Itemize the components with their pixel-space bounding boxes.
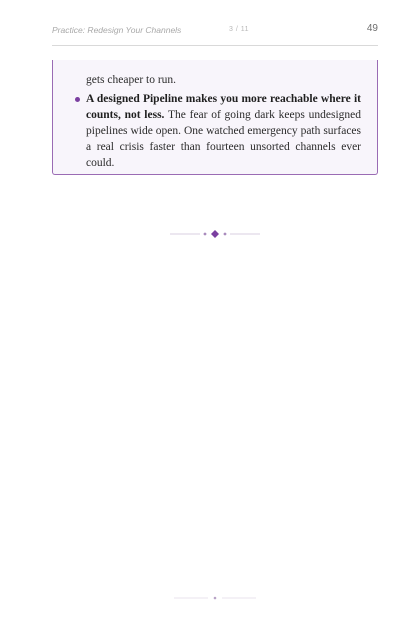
dot-ornament-icon	[174, 594, 256, 602]
chapter-title: Practice: Redesign Your Channels	[52, 25, 182, 35]
continuation-text: gets cheaper to run.	[86, 74, 177, 86]
section-progress: 3 / 11	[229, 26, 249, 33]
callout-content	[86, 72, 361, 171]
bullet-dot-icon	[75, 97, 80, 102]
bullet-item	[86, 91, 361, 171]
header-rule	[52, 45, 378, 46]
bullet-lead: A designed Pipeline makes you more reachable where it counts, not less.	[86, 93, 361, 121]
bullet-body: The fear of going dark keeps undesigned pipelines wide open. One watched emergency path surfaces a real crisis faster than fourteen unsorted channels ever could.	[86, 109, 361, 169]
running-header	[52, 25, 378, 41]
page-number: 49	[366, 23, 378, 34]
diamond-ornament-icon	[170, 229, 260, 239]
callout-box	[52, 60, 378, 175]
